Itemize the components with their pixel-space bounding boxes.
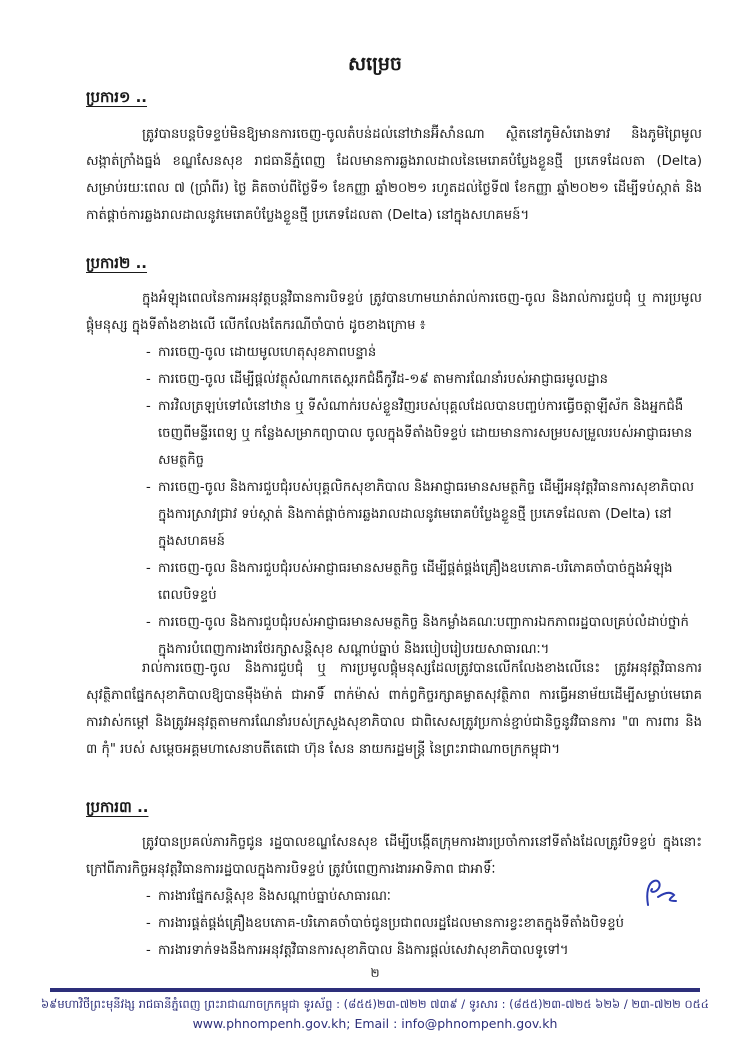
article-3-intro: ត្រូវបានប្រគល់ភារកិច្ចជូន រដ្ឋបាលខណ្ឌសែនសុខ ដើម្បីបង្កើតក្រុមការងារប្រចាំការនៅទីតាំងដែលត្រូវបិទខ្ទប់ ក្នុងនោះ ក្រៅពីភារកិច្ចអនុវត្តវិធានការរដ្ឋបាលក្នុងការបិទខ្ទប់ ត្រូវបំពេញការងារអាទិភាព ជាអាទិ៍ៈ (86, 835, 702, 877)
decision-title: សម្រេច (348, 53, 402, 75)
list-item: - ការចេញ-ចូល និងការជួបជុំរបស់អាជ្ញាធរមានសមត្ថកិច្ច និងកម្លាំងគណៈបញ្ជាការឯកភាពរដ្ឋបាលគ្រប់លំដាប់ថ្នាក់ ក្នុងការបំពេញការងារថែរក្សាសន្តិសុខ សណ្តាប់ធ្នាប់ និងរបៀបរៀបរយសាធារណៈ។ (146, 609, 706, 663)
list-item: - ការចេញ-ចូល ដោយមូលហេតុសុខភាពបន្ទាន់ (146, 339, 706, 366)
article-2-closing: រាល់ការចេញ-ចូល និងការជួបជុំ ឬ ការប្រមូលផ្តុំមនុស្សដែលត្រូវបានលើកលែងខាងលើនេះ ត្រូវអនុវត្តវិធានការសុវត្ថិភាពផ្នែកសុខាភិបាលឱ្យបានម៉ឺងម៉ាត់ ជាអាទិ៍ ពាក់ម៉ាស់ ពាក់ព្វកិច្ចរក្សាគម្លាតសុវត្ថិភាព ការធ្វើអនាម័យដើម្បីសម្លាប់មេរោគ ការវាស់កម្តៅ និងត្រូវអនុវត្តតាមការណែនាំរបស់ក្រសួងសុខាភិបាល ជាពិសេសត្រូវប្រកាន់ខ្ជាប់ជានិច្ចនូវវិធានការ "៣ ការពារ និង ៣ កុំ" របស់ សម្តេចអគ្គមហាសេនាបតីតេជោ ហ៊ុន សែន នាយករដ្ឋមន្ត្រី នៃព្រះរាជាណាចក្រកម្ពុជា។ (86, 661, 702, 757)
article-2-intro: ក្នុងអំឡុងពេលនៃការអនុវត្តបន្តវិធានការបិទខ្ទប់ ត្រូវបានហាមឃាត់រាល់ការចេញ-ចូល និងរាល់ការជួបជុំ ឬ ការប្រមូលផ្តុំមនុស្ស ក្នុងទីតាំងខាងលើ លើកលែងតែករណីចាំបាច់ ដូចខាងក្រោម ៖ (86, 291, 702, 333)
list-item: - ការងារផ្គត់ផ្គង់គ្រឿងឧបភោគ-បរិភោគចាំបាច់ជូនប្រជាពលរដ្ឋដែលមានការខ្វះខាតក្នុងទីតាំងបិទខ្ទប់ (146, 910, 706, 937)
list-item: - ការចេញ-ចូល ដើម្បីផ្តល់វត្ថុសំណាកតេស្តរកជំងឺកូវីដ-១៩ តាមការណែនាំរបស់អាជ្ញាធរមូលដ្ឋាន (146, 366, 706, 393)
page-number: ២ (370, 966, 380, 980)
list-item: - ការងារផ្នែកសន្តិសុខ និងសណ្តាប់ធ្នាប់សាធារណៈ (146, 883, 706, 910)
initial-signature-mark (642, 875, 682, 909)
article-3-task-list (146, 883, 706, 964)
footer-contact: www.phnompenh.gov.kh; Email : info@phnompenh.gov.kh (192, 1016, 558, 1031)
list-item: - ការវិលត្រឡប់ទៅលំនៅឋាន ឬ ទីសំណាក់របស់ខ្លួនវិញរបស់បុគ្គលដែលបានបញ្ចប់ការធ្វើចត្តាឡីស័ក និងអ្នកជំងឺចេញពីមន្ទីរពេទ្យ ឬ កន្លែងសម្រាកព្យាបាល ចូលក្នុងទីតាំងបិទខ្ទប់ ដោយមានការសម្របសម្រួលរបស់អាជ្ញាធរមានសមត្ថកិច្ច (146, 393, 706, 474)
article-1-heading: ប្រការ១ .. (86, 88, 148, 106)
footer-address: ៦៩មហាវិថីព្រះមុនីវង្ស រាជធានីភ្នំពេញ ព្រះរាជាណាចក្រកម្ពុជា ទូរស័ព្ទ : (៨៥៥)២៣-៧២២ ៧៣៩ / ទូរសារ : (៨៥៥)២៣-៧២៥ ៦២៦ / ២៣-៧២២ ០៥៤ (41, 997, 709, 1011)
footer-divider (50, 988, 700, 992)
article-2-exception-list (146, 339, 706, 663)
list-item: - ការចេញ-ចូល និងការជួបជុំរបស់អាជ្ញាធរមានសមត្ថកិច្ច ដើម្បីផ្គត់ផ្គង់គ្រឿងឧបភោគ-បរិភោគចាំបាច់ក្នុងអំឡុងពេលបិទខ្ទប់ (146, 555, 706, 609)
list-item: - ការងារទាក់ទងនឹងការអនុវត្តវិធានការសុខាភិបាល និងការផ្តល់សេវាសុខាភិបាលទូទៅ។ (146, 937, 706, 964)
article-1-text: ត្រូវបានបន្តបិទខ្ទប់មិនឱ្យមានការចេញ-ចូលតំបន់ដល់នៅឋានអ៊ីសាំនណា ស្ថិតនៅភូមិសំរោងទាវ និងភូមិព្រៃមូល សង្កាត់ក្រាំងធ្នង់ ខណ្ឌសែនសុខ រាជធានីភ្នំពេញ ដែលមានការឆ្លងរាលដាលនៃមេរោគបំប្លែងខ្លួនថ្មី ប្រភេទដែលតា (Delta) សម្រាប់រយៈពេល ៧ (ប្រាំពីរ) ថ្ងៃ គិតចាប់ពីថ្ងៃទី១ ខែកញ្ញា ឆ្នាំ២០២១ រហូតដល់ថ្ងៃទី៧ ខែកញ្ញា ឆ្នាំ២០២១ ដើម្បីទប់ស្កាត់ និងកាត់ផ្តាច់ការឆ្លងរាលដាលនូវមេរោគបំប្លែងខ្លួនថ្មី ប្រភេទដែលតា (Delta) នៅក្នុងសហគមន៍។ (86, 127, 702, 223)
article-2-heading: ប្រការ២ .. (86, 254, 148, 272)
list-item: - ការចេញ-ចូល និងការជួបជុំរបស់បុគ្គលិកសុខាភិបាល និងអាជ្ញាធរមានសមត្ថកិច្ច ដើម្បីអនុវត្តវិធានការសុខាភិបាល ក្នុងការស្រាវជ្រាវ ទប់ស្កាត់ និងកាត់ផ្តាច់ការឆ្លងរាលដាលនូវមេរោគបំប្លែងខ្លួនថ្មី ប្រភេទដែលតា (Delta) នៅក្នុងសហគមន៍ (146, 474, 706, 555)
article-3-heading: ប្រការ៣ .. (86, 798, 149, 816)
